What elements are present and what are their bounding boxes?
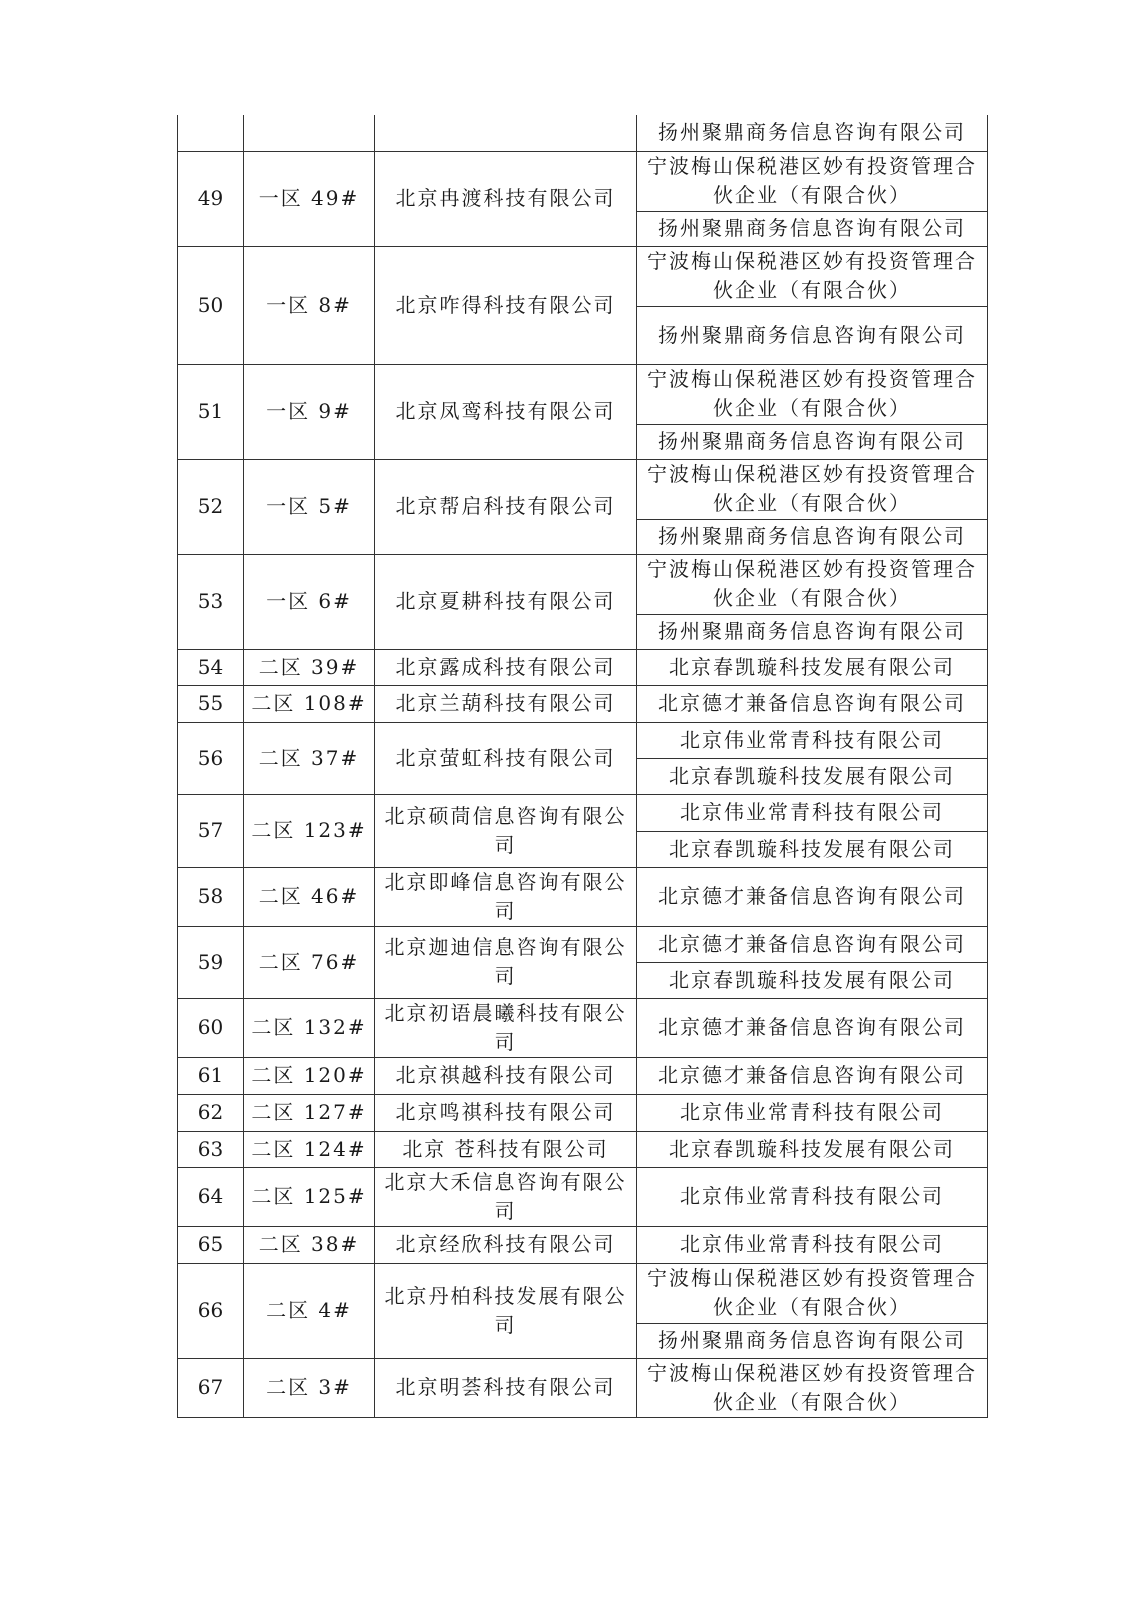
table-row xyxy=(178,364,988,424)
site-code: 二区 76# xyxy=(244,926,375,998)
shareholder-name: 宁波梅山保税港区妙有投资管理合伙企业（有限合伙） xyxy=(637,554,988,614)
shareholder-name: 北京春凯璇科技发展有限公司 xyxy=(637,831,988,867)
shareholder-name: 北京德才兼备信息咨询有限公司 xyxy=(637,685,988,722)
table-body xyxy=(178,115,988,1417)
site-code: 二区 4# xyxy=(244,1263,375,1358)
company-name: 北京硕茼信息咨询有限公司 xyxy=(375,794,637,867)
site-code: 二区 123# xyxy=(244,794,375,867)
site-code: 二区 46# xyxy=(244,867,375,926)
company-name: 北京兰葫科技有限公司 xyxy=(375,685,637,722)
site-code: 一区 49# xyxy=(244,151,375,246)
table-row xyxy=(178,685,988,722)
shareholder-name: 北京春凯璇科技发展有限公司 xyxy=(637,758,988,794)
shareholder-name: 北京德才兼备信息咨询有限公司 xyxy=(637,926,988,962)
company-name: 北京初语晨曦科技有限公司 xyxy=(375,998,637,1057)
row-number: 65 xyxy=(178,1226,244,1263)
company-name: 北京咋得科技有限公司 xyxy=(375,246,637,364)
company-table xyxy=(177,115,988,1418)
company-name: 北京迦迪信息咨询有限公司 xyxy=(375,926,637,998)
row-number: 62 xyxy=(178,1094,244,1131)
company-name xyxy=(375,115,637,151)
company-name: 北京丹柏科技发展有限公司 xyxy=(375,1263,637,1358)
table-row xyxy=(178,1167,988,1226)
table-row xyxy=(178,1226,988,1263)
site-code: 二区 120# xyxy=(244,1057,375,1094)
shareholder-name: 扬州聚鼎商务信息咨询有限公司 xyxy=(637,211,988,246)
row-number: 54 xyxy=(178,649,244,685)
company-name: 北京经欣科技有限公司 xyxy=(375,1226,637,1263)
shareholder-name: 北京伟业常青科技有限公司 xyxy=(637,722,988,758)
company-name: 北京凤鸾科技有限公司 xyxy=(375,364,637,459)
row-number: 55 xyxy=(178,685,244,722)
shareholder-name: 扬州聚鼎商务信息咨询有限公司 xyxy=(637,1323,988,1358)
table-row xyxy=(178,554,988,614)
table-row xyxy=(178,246,988,306)
site-code: 二区 108# xyxy=(244,685,375,722)
shareholder-name: 北京春凯璇科技发展有限公司 xyxy=(637,962,988,998)
shareholder-name: 北京德才兼备信息咨询有限公司 xyxy=(637,998,988,1057)
company-name: 北京冉渡科技有限公司 xyxy=(375,151,637,246)
shareholder-name: 扬州聚鼎商务信息咨询有限公司 xyxy=(637,519,988,554)
shareholder-name: 扬州聚鼎商务信息咨询有限公司 xyxy=(637,306,988,364)
shareholder-name: 北京春凯璇科技发展有限公司 xyxy=(637,1131,988,1167)
shareholder-name: 宁波梅山保税港区妙有投资管理合伙企业（有限合伙） xyxy=(637,151,988,211)
site-code: 二区 132# xyxy=(244,998,375,1057)
shareholder-name: 北京德才兼备信息咨询有限公司 xyxy=(637,867,988,926)
company-name: 北京 苍科技有限公司 xyxy=(375,1131,637,1167)
table-row xyxy=(178,1131,988,1167)
shareholder-name: 扬州聚鼎商务信息咨询有限公司 xyxy=(637,424,988,459)
row-number: 51 xyxy=(178,364,244,459)
site-code: 二区 39# xyxy=(244,649,375,685)
company-name: 北京夏耕科技有限公司 xyxy=(375,554,637,649)
table-row xyxy=(178,115,988,151)
table-row xyxy=(178,1057,988,1094)
row-number: 56 xyxy=(178,722,244,794)
site-code: 二区 124# xyxy=(244,1131,375,1167)
table-row xyxy=(178,794,988,831)
shareholder-name: 北京伟业常青科技有限公司 xyxy=(637,1094,988,1131)
company-name: 北京明荟科技有限公司 xyxy=(375,1358,637,1417)
company-name: 北京祺越科技有限公司 xyxy=(375,1057,637,1094)
site-code: 二区 125# xyxy=(244,1167,375,1226)
shareholder-name: 宁波梅山保税港区妙有投资管理合伙企业（有限合伙） xyxy=(637,364,988,424)
site-code: 一区 8# xyxy=(244,246,375,364)
table-row xyxy=(178,867,988,926)
site-code: 一区 5# xyxy=(244,459,375,554)
shareholder-name: 北京春凯璇科技发展有限公司 xyxy=(637,649,988,685)
shareholder-name: 北京伟业常青科技有限公司 xyxy=(637,794,988,831)
shareholder-name: 北京伟业常青科技有限公司 xyxy=(637,1226,988,1263)
company-name: 北京大禾信息咨询有限公司 xyxy=(375,1167,637,1226)
row-number: 50 xyxy=(178,246,244,364)
row-number: 66 xyxy=(178,1263,244,1358)
site-code: 二区 37# xyxy=(244,722,375,794)
company-name: 北京鸣祺科技有限公司 xyxy=(375,1094,637,1131)
row-number: 64 xyxy=(178,1167,244,1226)
shareholder-name: 宁波梅山保税港区妙有投资管理合伙企业（有限合伙） xyxy=(637,246,988,306)
company-name: 北京露成科技有限公司 xyxy=(375,649,637,685)
table-row xyxy=(178,151,988,211)
row-number: 52 xyxy=(178,459,244,554)
row-number: 49 xyxy=(178,151,244,246)
shareholder-name: 扬州聚鼎商务信息咨询有限公司 xyxy=(637,614,988,649)
shareholder-name: 北京德才兼备信息咨询有限公司 xyxy=(637,1057,988,1094)
site-code xyxy=(244,115,375,151)
shareholder-name: 宁波梅山保税港区妙有投资管理合伙企业（有限合伙） xyxy=(637,459,988,519)
site-code: 一区 9# xyxy=(244,364,375,459)
company-name: 北京萤虹科技有限公司 xyxy=(375,722,637,794)
table-row xyxy=(178,649,988,685)
table-row xyxy=(178,926,988,962)
table-row xyxy=(178,1358,988,1417)
row-number: 57 xyxy=(178,794,244,867)
row-number: 67 xyxy=(178,1358,244,1417)
site-code: 二区 3# xyxy=(244,1358,375,1417)
row-number: 58 xyxy=(178,867,244,926)
table-row xyxy=(178,1094,988,1131)
table-row xyxy=(178,998,988,1057)
table-row xyxy=(178,722,988,758)
row-number: 61 xyxy=(178,1057,244,1094)
row-number: 53 xyxy=(178,554,244,649)
shareholder-name: 北京伟业常青科技有限公司 xyxy=(637,1167,988,1226)
row-number: 60 xyxy=(178,998,244,1057)
row-number: 59 xyxy=(178,926,244,998)
company-name: 北京即峰信息咨询有限公司 xyxy=(375,867,637,926)
site-code: 二区 38# xyxy=(244,1226,375,1263)
shareholder-name: 宁波梅山保税港区妙有投资管理合伙企业（有限合伙） xyxy=(637,1358,988,1417)
site-code: 二区 127# xyxy=(244,1094,375,1131)
row-number: 63 xyxy=(178,1131,244,1167)
table-row xyxy=(178,459,988,519)
table-row xyxy=(178,1263,988,1323)
company-name: 北京帮启科技有限公司 xyxy=(375,459,637,554)
shareholder-name: 扬州聚鼎商务信息咨询有限公司 xyxy=(637,115,988,151)
row-number xyxy=(178,115,244,151)
site-code: 一区 6# xyxy=(244,554,375,649)
shareholder-name: 宁波梅山保税港区妙有投资管理合伙企业（有限合伙） xyxy=(637,1263,988,1323)
